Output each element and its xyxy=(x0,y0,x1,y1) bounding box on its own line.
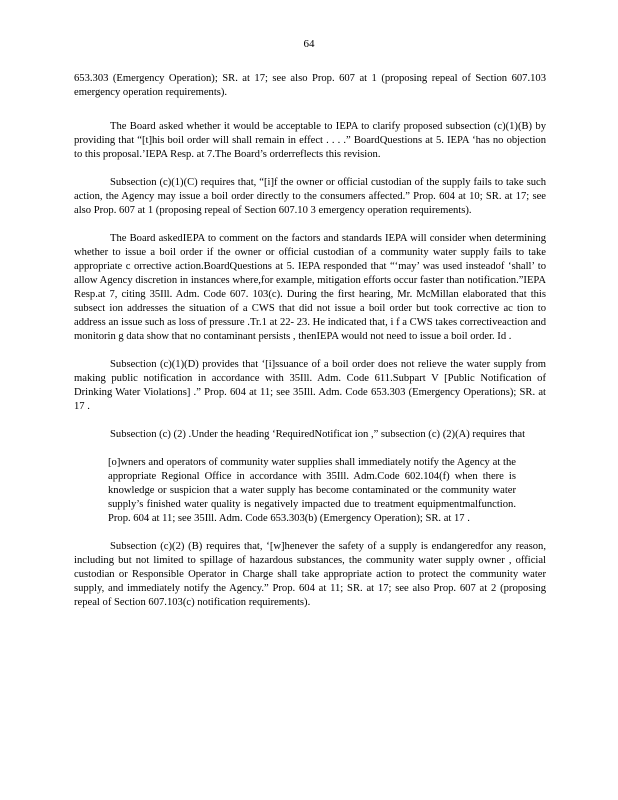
page-number: 64 xyxy=(303,38,315,50)
paragraph-subsection-c1d: Subsection (c)(1)(D) provides that ‘[i]ssuance of a boil order does not relieve the water supply from making public notification in accordance with 35Ill. Adm. Code 611.Subpart V [Public Notification of Drinking Water Violations] .” Prop. 604 at 11; see 35Ill. Adm. Code 653.303 (Emergency Operations); SR. at 17 . xyxy=(74,359,546,412)
paragraph-continuation: 653.303 (Emergency Operation); SR. at 17; see also Prop. 607 at 1 (proposing repeal of Section 607.103 emergency operation requirements). xyxy=(74,73,546,98)
paragraph-board-questions: The Board asked whether it would be acceptable to IEPA to clarify proposed subsection (c)(1)(B) by providing that “[t]his boil order will shall remain in effect . . . .” BoardQuestions at 5. IEPA ‘has no objection to this proposal.’IEPA Resp. at 7.The Board’s orderreflects this revision. xyxy=(74,121,546,160)
document-body xyxy=(74,72,546,624)
block-quote-owners-operators: [o]wners and operators of community water supplies shall immediately notify the Agency at the appropriate Regional Office in accordance with 35Ill. Adm.Code 602.104(f) when there is knowledge or suspicion that a water supply has become contaminated or the community water supply’s finished water quality is negatively impacted due to treatment equipmentmalfunction. Prop. 604 at 11; see 35Ill. Adm. Code 653.303(b) (Emergency Operation); SR. at 17 . xyxy=(108,457,516,524)
paragraph-subsection-c2b: Subsection (c)(2) (B) requires that, ‘[w]henever the safety of a supply is endangeredfor any reason, including but not limited to spillage of hazardous substances, the community water supply owner , official custodian or Responsible Operator in Charge shall take appropriate action to protect the community water supply, and immediately notify the Agency.” Prop. 604 at 11; SR. at 17; see also Prop. 607 at 2 (proposing repeal of Section 607.103(c) notification requirements). xyxy=(74,541,546,608)
paragraph-board-asked-iepa: The Board askedIEPA to comment on the factors and standards IEPA will consider when determining whether to issue a boil order if the owner or official custodian of a community water supply fails to take appropriate c orrective action.BoardQuestions at 5. IEPA responded that “‘may’ was used insteadof ‘shall’ to allow Agency discretion in instances where,for example, mitigation efforts occur faster than notification.”IEPA Resp.at 7, citing 35Ill. Adm. Code 607. 103(c). During the first hearing, Mr. McMillan elaborated that this subsect ion addresses the situation of a CWS that did not issue a boil order but took corrective ac tion to address an issue such as loss of pressure .Tr.1 at 22- 23. He indicated that, i f a CWS takes correctiveaction and monitorin g data show that no contaminant persists , thenIEPA would not need to issue a boil order. Id . xyxy=(74,233,546,342)
paragraph-subsection-c2-heading: Subsection (c) (2) .Under the heading ‘RequiredNotificat ion ,” subsection (c) (2)(A) requires that xyxy=(110,429,526,440)
paragraph-subsection-c1c: Subsection (c)(1)(C) requires that, “[i]f the owner or official custodian of the supply fails to take such action, the Agency may issue a boil order directly to the consumers affected.” Prop. 604 at 10; SR. at 17; see also Prop. 607 at 1 (proposing repeal of Section 607.10 3 emergency operation requirements). xyxy=(74,177,546,216)
